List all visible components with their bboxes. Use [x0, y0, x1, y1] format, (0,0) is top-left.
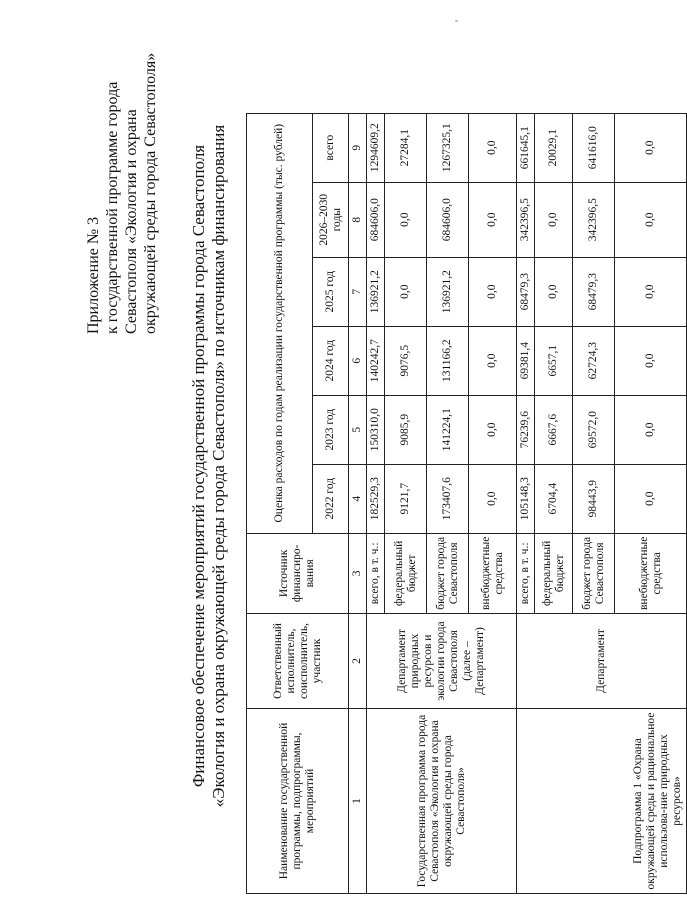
- value-cell: 0,0: [615, 182, 687, 257]
- column-number: 2: [349, 614, 367, 709]
- program-name: Государственная программа города Севастополя «Экология и охрана окружающей среды города Севастополя»: [367, 709, 517, 894]
- table-row: [517, 113, 535, 893]
- value-cell: 0,0: [615, 395, 687, 464]
- value-cell: 0,0: [535, 257, 573, 326]
- value-cell: 69381,4: [517, 326, 535, 395]
- value-cell: 0,0: [469, 464, 517, 533]
- value-cell: 0,0: [615, 257, 687, 326]
- value-cell: 1267325,1: [427, 113, 469, 182]
- value-cell: 62724,3: [573, 326, 615, 395]
- value-cell: 20029,1: [535, 113, 573, 182]
- header-year: 2024 год: [313, 326, 349, 395]
- value-cell: 76239,6: [517, 395, 535, 464]
- column-number: 7: [349, 257, 367, 326]
- source-cell: всего, в т. ч.:: [367, 533, 385, 613]
- source-cell: бюджет города Севастополя: [573, 533, 615, 613]
- subprogram-executor: Департамент: [517, 614, 687, 709]
- value-cell: 684606,0: [367, 182, 385, 257]
- value-cell: 69572,0: [573, 395, 615, 464]
- annex-heading: [84, 0, 160, 334]
- value-cell: 6667,6: [535, 395, 573, 464]
- annex-ref-line: окружающей среды города Севастополя»: [142, 52, 159, 334]
- value-cell: 342396,5: [517, 182, 535, 257]
- source-cell: внебюджетные средства: [469, 533, 517, 613]
- value-cell: 98443,9: [573, 464, 615, 533]
- value-cell: 182529,3: [367, 464, 385, 533]
- table-row: [367, 113, 385, 893]
- value-cell: 0,0: [385, 257, 427, 326]
- column-number: 5: [349, 395, 367, 464]
- source-cell: федеральный бюджет: [535, 533, 573, 613]
- rotated-document-page: [14, 16, 683, 906]
- value-cell: 9076,5: [385, 326, 427, 395]
- value-cell: 68479,3: [517, 257, 535, 326]
- document-title: [189, 26, 229, 906]
- value-cell: 1294609,2: [367, 113, 385, 182]
- value-cell: 136921,2: [367, 257, 385, 326]
- column-number: 4: [349, 464, 367, 533]
- column-number: 1: [349, 709, 367, 894]
- source-cell: внебюджетные средства: [615, 533, 687, 613]
- value-cell: 173407,6: [427, 464, 469, 533]
- value-cell: 131166,2: [427, 326, 469, 395]
- title-line: Финансовое обеспечение мероприятий государственной программы города Севастополя: [189, 144, 208, 788]
- value-cell: 0,0: [615, 326, 687, 395]
- value-cell: 0,0: [615, 464, 687, 533]
- annex-ref-line: к государственной программе города: [104, 81, 121, 334]
- value-cell: 0,0: [385, 182, 427, 257]
- column-number: 3: [349, 533, 367, 613]
- column-number: 9: [349, 113, 367, 182]
- value-cell: 641616,0: [573, 113, 615, 182]
- header-year: 2025 год: [313, 257, 349, 326]
- value-cell: 150310,0: [367, 395, 385, 464]
- source-cell: федеральный бюджет: [385, 533, 427, 613]
- header-program-name: Наименование государственной программы, подпрограммы, мероприятий: [247, 709, 349, 894]
- value-cell: 0,0: [469, 395, 517, 464]
- annex-number: Приложение № 3: [85, 216, 102, 334]
- value-cell: 0,0: [535, 182, 573, 257]
- header-year: 2023 год: [313, 395, 349, 464]
- value-cell: 0,0: [615, 113, 687, 182]
- header-year: 2022 год: [313, 464, 349, 533]
- value-cell: 141224,1: [427, 395, 469, 464]
- column-number: 8: [349, 182, 367, 257]
- header-executor: Ответственный исполнитель, соисполнитель, участник: [247, 614, 349, 709]
- value-cell: 9121,7: [385, 464, 427, 533]
- program-executor: Департамент природных ресурсов и экологии города Севастополя (далее – Департамент): [367, 614, 517, 709]
- value-cell: 0,0: [469, 182, 517, 257]
- annex-ref-line: Севастополя «Экология и охрана: [123, 109, 140, 334]
- value-cell: 9085,9: [385, 395, 427, 464]
- value-cell: 6704,4: [535, 464, 573, 533]
- value-cell: 342396,5: [573, 182, 615, 257]
- column-number: 6: [349, 326, 367, 395]
- value-cell: 0,0: [469, 113, 517, 182]
- header-year: 2026–2030 годы: [313, 182, 349, 257]
- value-cell: 136921,2: [427, 257, 469, 326]
- value-cell: 140242,7: [367, 326, 385, 395]
- financing-table: [246, 113, 687, 894]
- source-cell: всего, в т. ч.:: [517, 533, 535, 613]
- margin-mark: ': [452, 19, 466, 22]
- value-cell: 27284,1: [385, 113, 427, 182]
- value-cell: 105148,3: [517, 464, 535, 533]
- value-cell: 0,0: [469, 326, 517, 395]
- header-source: Источник финансиро-вания: [247, 533, 349, 613]
- header-total: всего: [313, 113, 349, 182]
- value-cell: 661645,1: [517, 113, 535, 182]
- title-line: «Экология и охрана окружающей среды города Севастополя» по источникам финансирования: [209, 124, 228, 808]
- value-cell: 684606,0: [427, 182, 469, 257]
- subprogram-name: Подпрограмма 1 «Охрана окружающей среды и рациональное использова-ние природных ресурсов»: [517, 709, 687, 894]
- value-cell: 0,0: [469, 257, 517, 326]
- value-cell: 68479,3: [573, 257, 615, 326]
- value-cell: 6657,1: [535, 326, 573, 395]
- source-cell: бюджет города Севастополя: [427, 533, 469, 613]
- header-estimate: Оценка расходов по годам реализации государственной программы (тыс. рублей): [247, 113, 313, 533]
